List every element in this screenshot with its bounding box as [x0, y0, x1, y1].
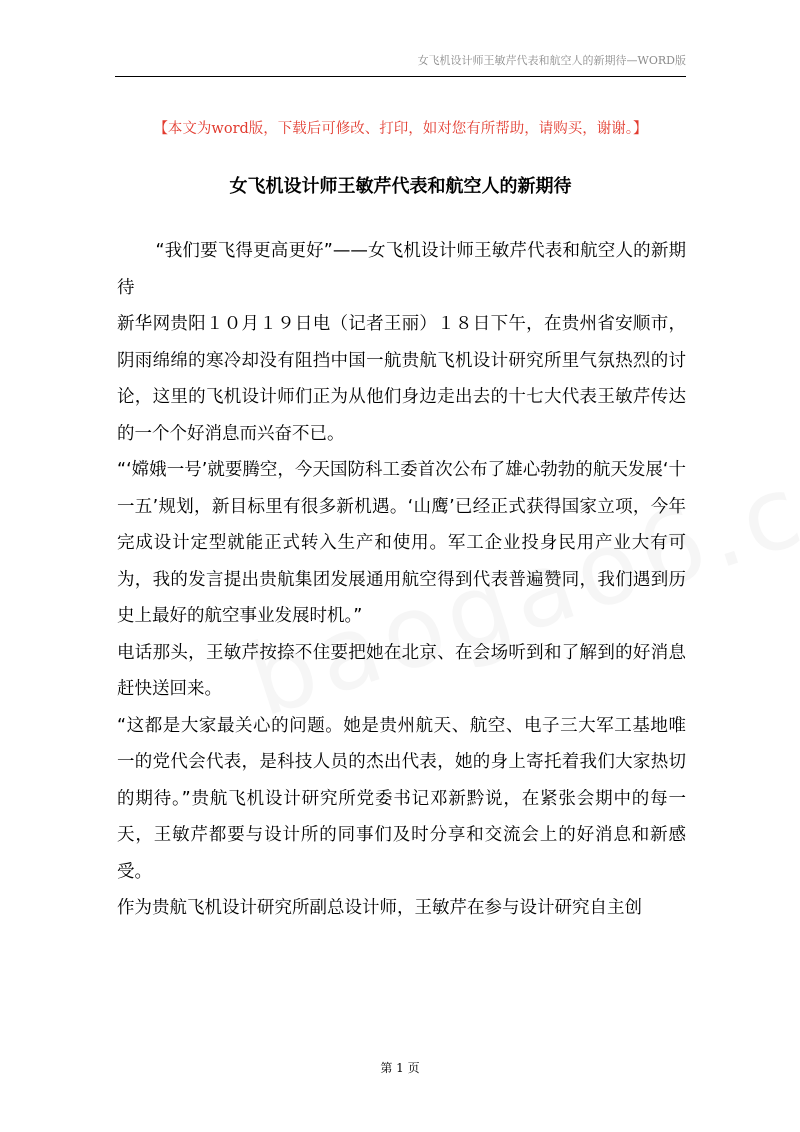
page-header: 女飞机设计师王敏芹代表和航空人的新期待—WORD版 — [115, 54, 686, 77]
article-title: 女飞机设计师王敏芹代表和航空人的新期待 — [229, 176, 572, 197]
paragraph: 电话那头，王敏芹按捺不住要把她在北京、在会场听到和了解到的好消息赶快送回来。 — [117, 642, 686, 699]
paragraph: 作为贵航飞机设计研究所副总设计师，王敏芹在参与设计研究自主创 — [117, 898, 642, 918]
article-body — [117, 233, 686, 927]
paragraph: “这都是大家最关心的问题。她是贵州航天、航空、电子三大军工基地唯一的党代会代表，是科技人员的杰出代表，她的身上寄托着我们大家热切的期待。”贵航飞机设计研究所党委书记邓新黔说，在紧张会期中的每一天，王敏芹都要与设计所的同事们及时分享和交流会上的好消息和新感受。 — [117, 715, 686, 882]
download-notice: 【本文为word版，下载后可修改、打印，如对您有所帮助，请购买，谢谢。】 — [153, 121, 648, 137]
paragraph: “‘嫦娥一号’就要腾空，今天国防科工委首次公布了雄心勃勃的航天发展‘十一五’规划，新目标里有很多新机遇。‘山鹰’已经正式获得国家立项，今年完成设计定型就能正式转入生产和使用。军工企业投身民用产业大有可为，我的发言提出贵航集团发展通用航空得到代表普遍赞同，我们遇到历史上最好的航空事业发展时机。” — [117, 460, 686, 626]
paragraph-subtitle: “我们要飞得更高更好”——女飞机设计师王敏芹代表和航空人的新期待 — [117, 241, 686, 298]
paragraph: 新华网贵阳１０月１９日电（记者王丽）１８日下午，在贵州省安顺市，阴雨绵绵的寒冷却没有阻挡中国一航贵航飞机设计研究所里气氛热烈的讨论，这里的飞机设计师们正为从他们身边走出去的十七大代表王敏芹传达的一个个好消息而兴奋不已。 — [117, 314, 686, 444]
page-number: 第 1 页 — [380, 1061, 420, 1075]
